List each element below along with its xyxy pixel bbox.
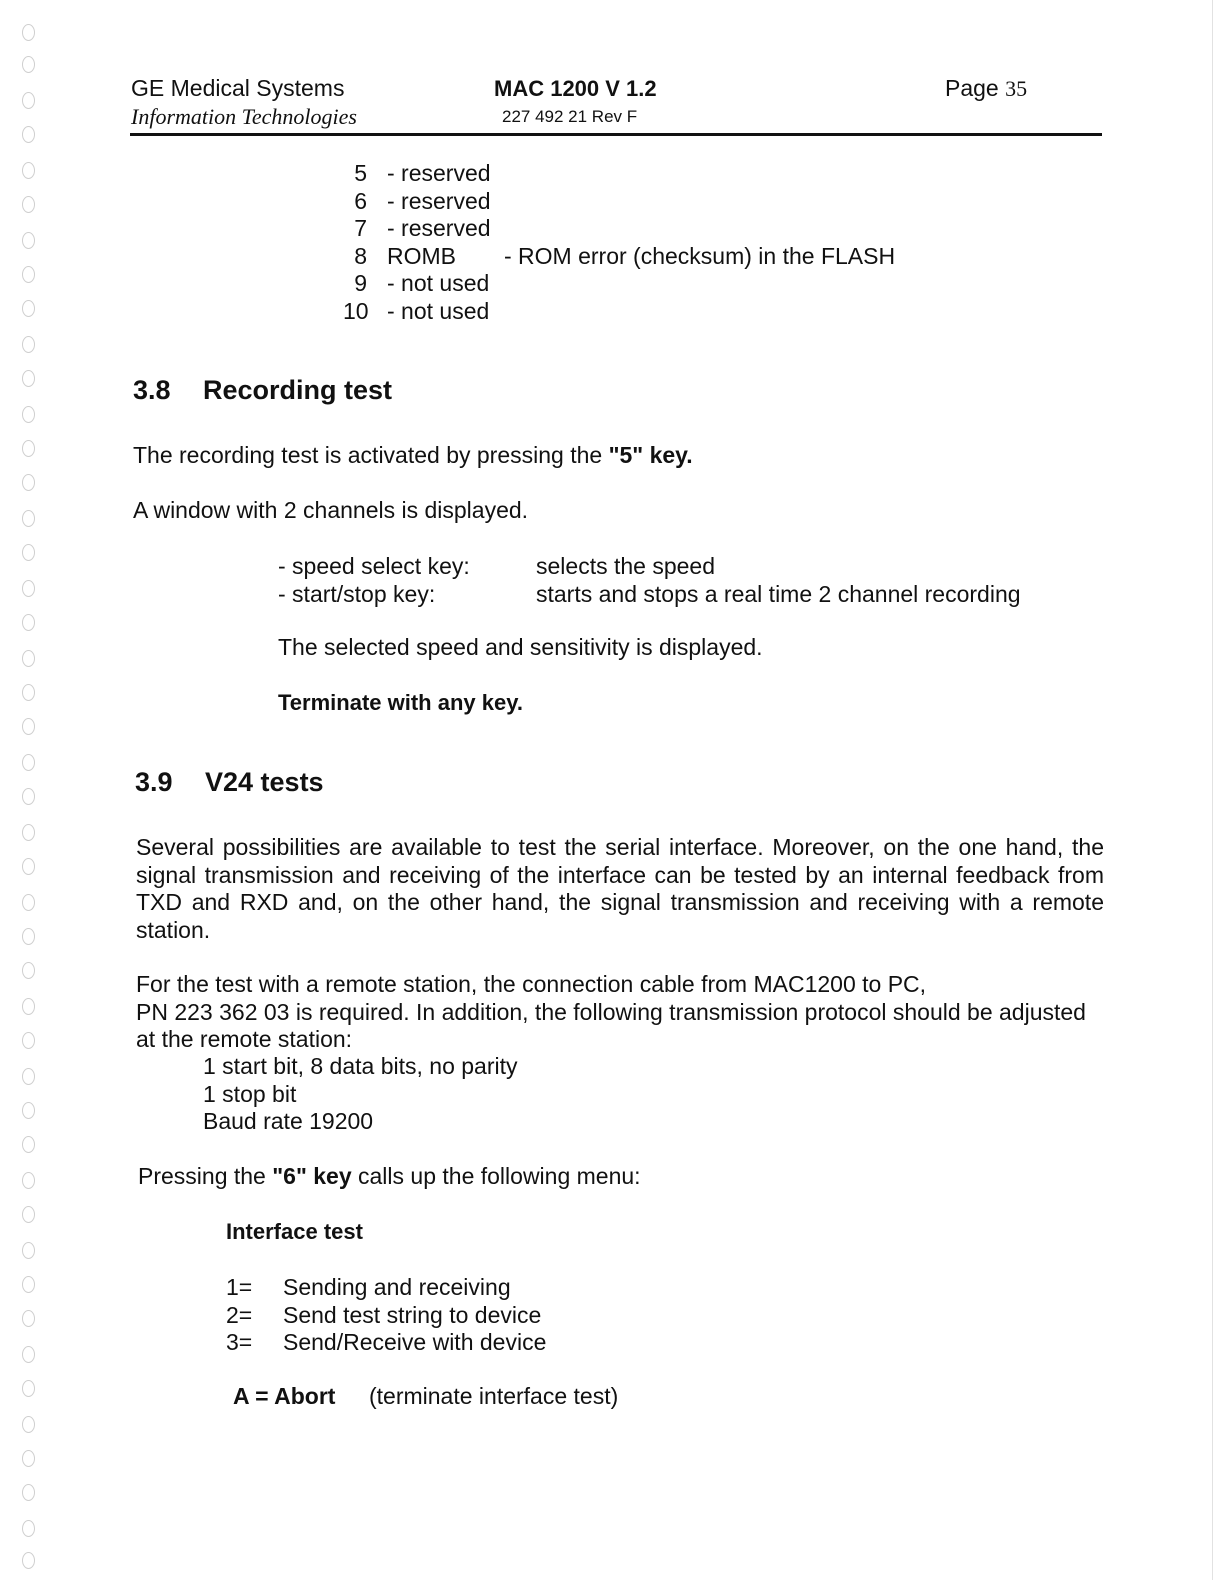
- list-item: 10 - not used: [343, 297, 490, 324]
- window-text: A window with 2 channels is displayed.: [133, 497, 529, 523]
- display-text: The selected speed and sensitivity is displayed.: [278, 634, 763, 660]
- list-item: 1 stop bit: [203, 1080, 297, 1107]
- page-label: Page: [945, 75, 999, 101]
- list-item: Baud rate 19200: [203, 1108, 374, 1134]
- list-item: 5 - reserved: [354, 160, 491, 186]
- header-product: MAC 1200 V 1.2: [494, 76, 657, 101]
- recording-intro: The recording test is activated by pressing the "5" key.: [133, 442, 693, 468]
- header-rule: [130, 133, 1102, 136]
- list-item: 1= Sending and receiving: [226, 1274, 511, 1300]
- punch-holes: [8, 14, 48, 1574]
- abort-desc: (terminate interface test): [369, 1383, 619, 1409]
- section-heading-3-8: 3.8 Recording test: [133, 375, 393, 405]
- list-item: - speed select key: selects the speed: [278, 553, 716, 579]
- page-number: 35: [1005, 76, 1028, 101]
- list-item: - start/stop key: starts and stops a real time 2 channel recording: [278, 581, 1021, 607]
- menu-title: Interface test: [226, 1219, 363, 1244]
- header-division: Information Technologies: [131, 104, 357, 129]
- section-heading-3-9: 3.9 V24 tests: [135, 767, 324, 797]
- abort-key: A = Abort: [233, 1383, 336, 1409]
- scan-edge-line: [1212, 0, 1213, 1580]
- menu-list: [226, 1274, 546, 1357]
- abort-line: [233, 1383, 618, 1410]
- list-item: 1 start bit, 8 data bits, no parity: [203, 1053, 518, 1079]
- key-list: [278, 552, 1021, 608]
- list-item: 2= Send test string to device: [226, 1301, 542, 1328]
- protocol-list: [203, 1053, 518, 1136]
- header-page: [945, 75, 1027, 102]
- menu-intro: Pressing the "6" key calls up the following menu:: [138, 1163, 641, 1189]
- list-item: 7 - reserved: [354, 215, 491, 241]
- list-item: 3= Send/Receive with device: [226, 1329, 547, 1355]
- remote-station-paragraph: For the test with a remote station, the connection cable from MAC1200 to PC, PN 223 362 03 is required. In addition, the following transmission protocol should be adjusted at the remote station:: [136, 971, 1086, 1052]
- list-item: 8 ROMB - ROM error (checksum) in the FLASH: [354, 242, 896, 269]
- list-item: 9 - not used: [354, 270, 490, 296]
- v24-paragraph: Several possibilities are available to test the serial interface. Moreover, on the one hand, the signal transmission and receiving of the interface can be tested by an internal feedback from TXD and RXD and, on the other hand, the signal transmission and receiving with a remote station.: [136, 834, 1104, 943]
- error-list: [343, 160, 895, 325]
- terminate-text: Terminate with any key.: [278, 690, 523, 715]
- header-company: GE Medical Systems: [131, 75, 345, 101]
- list-item: 6 - reserved: [354, 187, 491, 214]
- header-doc-number: 227 492 21 Rev F: [502, 107, 638, 126]
